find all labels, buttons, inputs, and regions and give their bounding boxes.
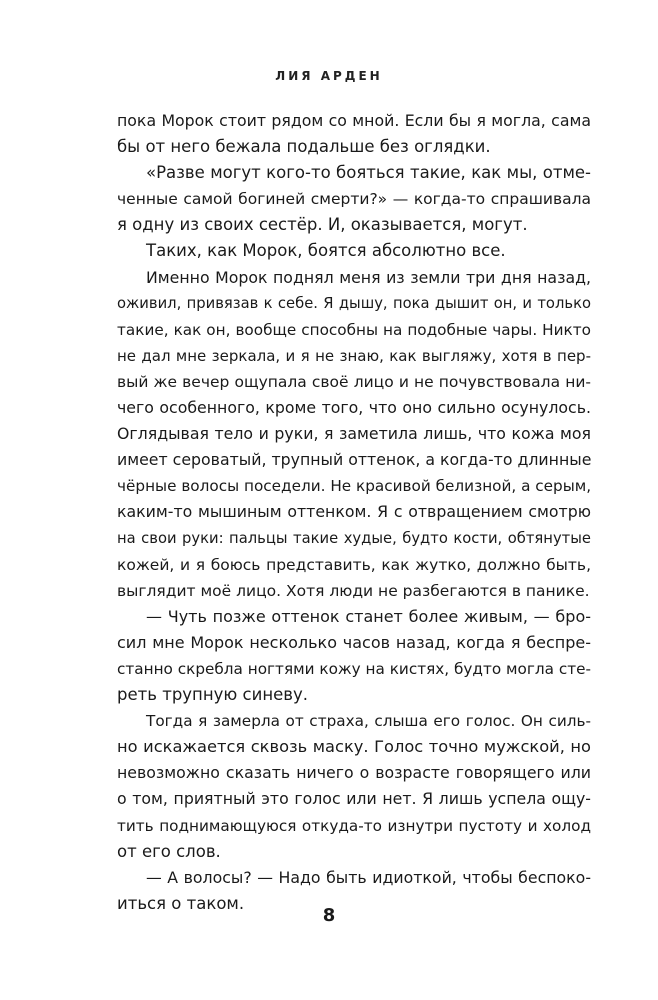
text-line: — А волосы? — Надо быть идиоткой, чтобы беспоко- bbox=[146, 867, 591, 887]
text-line: бы от него бежала подальше без оглядки. bbox=[117, 137, 491, 157]
text-line: реть трупную синеву. bbox=[117, 685, 308, 705]
text-line: тить поднимающуюся откуда-то изнутри пустоту и холод bbox=[117, 816, 591, 835]
text-line: Таких, как Морок, боятся абсолютно все. bbox=[146, 241, 506, 261]
page-number: 8 bbox=[322, 905, 336, 926]
text-line: такие, как он, вообще способны на подобные чары. Никто bbox=[117, 320, 591, 339]
text-line: «Разве могут кого-то бояться такие, как мы, отме- bbox=[146, 163, 591, 183]
text-line: имеет сероватый, трупный оттенок, а когда-то длинные bbox=[117, 450, 591, 470]
text-line: не дал мне зеркала, и я не знаю, как выгляжу, хотя в пер- bbox=[117, 346, 591, 365]
text-line: оживил, привязав к себе. Я дышу, пока дышит он, и только bbox=[117, 294, 591, 312]
text-line: невозможно сказать ничего о возрасте говорящего или bbox=[117, 763, 591, 783]
text-line: пока Морок стоит рядом со мной. Если бы я могла, сама bbox=[117, 111, 591, 130]
text-line: чёрные волосы поседели. Не красивой белизной, а серым, bbox=[117, 477, 591, 496]
text-line: Именно Морок поднял меня из земли три дня назад, bbox=[146, 267, 591, 287]
text-line: я одну из своих сестёр. И, оказывается, могут. bbox=[117, 215, 528, 235]
text-line: о том, приятный это голос или нет. Я лишь успела ощу- bbox=[117, 789, 591, 809]
text-line: сил мне Морок несколько часов назад, когда я беспре- bbox=[117, 632, 591, 652]
text-line: станно скребла ногтями кожу на кистях, будто могла сте- bbox=[117, 659, 591, 678]
text-line: ченные самой богиней смерти?» — когда-то спрашивала bbox=[117, 190, 591, 209]
text-line: чего особенного, кроме того, что оно сильно осунулось. bbox=[117, 398, 591, 418]
text-line: кожей, и я боюсь представить, как жутко, должно быть, bbox=[117, 555, 591, 574]
text-line: выглядит моё лицо. Хотя люди не разбегаются в панике. bbox=[117, 581, 590, 600]
text-line: — Чуть позже оттенок станет более живым, — бро- bbox=[146, 606, 591, 626]
text-line: вый же вечер ощупала своё лицо и не почувствовала ни- bbox=[117, 372, 591, 391]
text-line: Оглядывая тело и руки, я заметила лишь, что кожа моя bbox=[117, 424, 591, 444]
text-line: на свои руки: пальцы такие худые, будто кости, обтянутые bbox=[117, 529, 591, 547]
text-line: но искажается сквозь маску. Голос точно мужской, но bbox=[117, 737, 591, 757]
text-line: иться о таком. bbox=[117, 893, 245, 913]
text-line: от его слов. bbox=[117, 841, 221, 861]
text-line: Тогда я замерла от страха, слыша его голос. Он силь- bbox=[146, 712, 591, 731]
body-text bbox=[117, 108, 591, 917]
text-line: каким-то мышиным оттенком. Я с отвращением смотрю bbox=[117, 502, 591, 522]
running-head: ЛИЯ АРДЕН bbox=[275, 69, 383, 83]
